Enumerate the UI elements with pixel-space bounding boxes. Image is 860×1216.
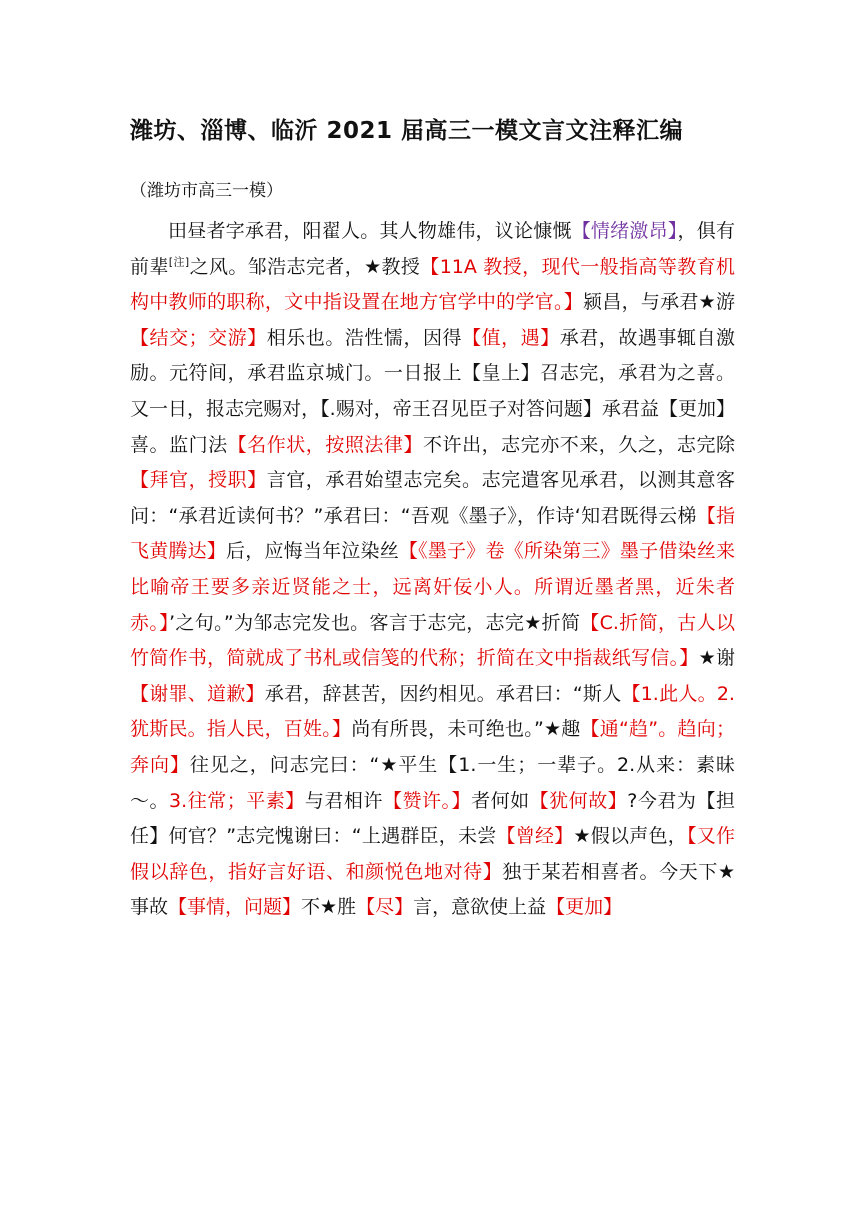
body-text-segment: 颍昌，与承君★游 xyxy=(583,291,735,314)
annotation-note: 【11A 教授，现代一般指高等教育机构中教师的职称，文中指设置在地方官学中的学官。】 xyxy=(130,255,735,314)
body-text-segment: ★假以声色， xyxy=(573,825,687,848)
body-text-segment: 尚有所畏，未可绝也。”★趣 xyxy=(351,718,581,741)
annotation-note: 【指飞黄腾达】 xyxy=(130,504,735,563)
annotation-note: 3.往常；平素】 xyxy=(169,789,305,812)
annotation-note: 【又作假以辞色，指好言好语、和颜悦色地对待】 xyxy=(130,825,735,883)
body-text-segment: 不许出，志完亦不来，久之，志完除 xyxy=(423,433,735,456)
body-text-segment: ，俱有前辈 xyxy=(130,220,735,278)
body-text-segment: 承君，辞甚苦，因约相见。承君曰：“斯人 xyxy=(264,682,622,705)
body-text-segment: 往见之，问志完曰：“★平生【1.一生；一辈子。2.从来：素昧～。 xyxy=(130,753,735,812)
annotation-note: 【1.此人。2.犹斯民。指人民，百姓。】 xyxy=(130,682,735,741)
annotation-note: 【值，遇】 xyxy=(462,326,560,349)
annotation-note: 【尽】 xyxy=(356,896,414,919)
document-body xyxy=(130,214,735,926)
annotation-note: 【赞许。】 xyxy=(382,789,472,812)
body-text-segment: ’之句。”为邹志完发也。客言于志完，志完★折简 xyxy=(169,611,581,634)
body-text-segment: 之风。邹浩志完者，★教授 xyxy=(189,255,421,278)
annotation-note: 【《墨子》卷《所染第三》墨子借染丝来比喻帝王要多亲近贤能之士，远离奸佞小人。所谓近墨者黑，近朱者赤。】 xyxy=(130,540,735,634)
annotation-note: 【更加】 xyxy=(546,896,623,919)
annotation-note: 【曾经】 xyxy=(496,825,574,848)
body-text-segment: 言官，承君始望志完矣。志完遣客见承君，以测其意客问：“承君近读何书？”承君曰：“吾观《墨子》，作诗‘知君既得云梯 xyxy=(130,469,735,527)
document-title: 潍坊、淄博、临沂 2021 届高三一模文言文注释汇编 xyxy=(130,118,684,144)
body-text-segment: 独于某若相喜者。今天下★事故 xyxy=(130,860,735,919)
body-text-segment: ★谢 xyxy=(698,647,735,670)
body-text-segment: 不★胜 xyxy=(301,896,357,919)
annotation-note: 【犹何故】 xyxy=(529,789,628,812)
body-text-segment: 者何如 xyxy=(471,789,530,812)
body-text-segment: 相乐也。浩性懦，因得 xyxy=(266,326,463,349)
annotation-note: 【事情，问题】 xyxy=(168,896,302,919)
footnote-marker: [注] xyxy=(168,255,190,269)
annotation-note: 【谢罪、道歉】 xyxy=(130,682,265,705)
annotation-note: 【情绪激昂】 xyxy=(571,220,678,242)
body-text-segment: 承君，故遇事辄自激励。元符间，承君监京城门。一日报上【皇上】召志完，承君为之喜。又一日，报志完赐对，【.赐对，帝王召见臣子对答问题】承君益【更加】喜。监门法 xyxy=(130,326,735,456)
body-text-segment: 后，应悔当年泣染丝 xyxy=(226,540,399,563)
body-text-segment: 言，意欲使上益 xyxy=(413,896,547,919)
annotation-note: 【结交；交游】 xyxy=(130,326,267,349)
body-text-segment: 田昼者字承君，阳翟人。其人物雄伟，议论慷慨 xyxy=(168,220,572,242)
annotation-note: 【拜官，授职】 xyxy=(130,469,267,492)
body-text-segment: ?今君为【担任】何官？”志完愧谢曰：“上遇群臣，未尝 xyxy=(130,789,735,848)
annotation-note: 【C.折简，古人以竹简作书，简就成了书札或信笺的代称；折简在文中指裁纸写信。】 xyxy=(130,611,735,670)
annotation-note: 【名作状，按照法律】 xyxy=(227,433,423,456)
body-text-segment: 与君相许 xyxy=(304,789,383,812)
annotation-note: 【通“趋”。趋向；奔向】 xyxy=(130,718,735,776)
document-source: （潍坊市高三一模） xyxy=(130,181,283,201)
